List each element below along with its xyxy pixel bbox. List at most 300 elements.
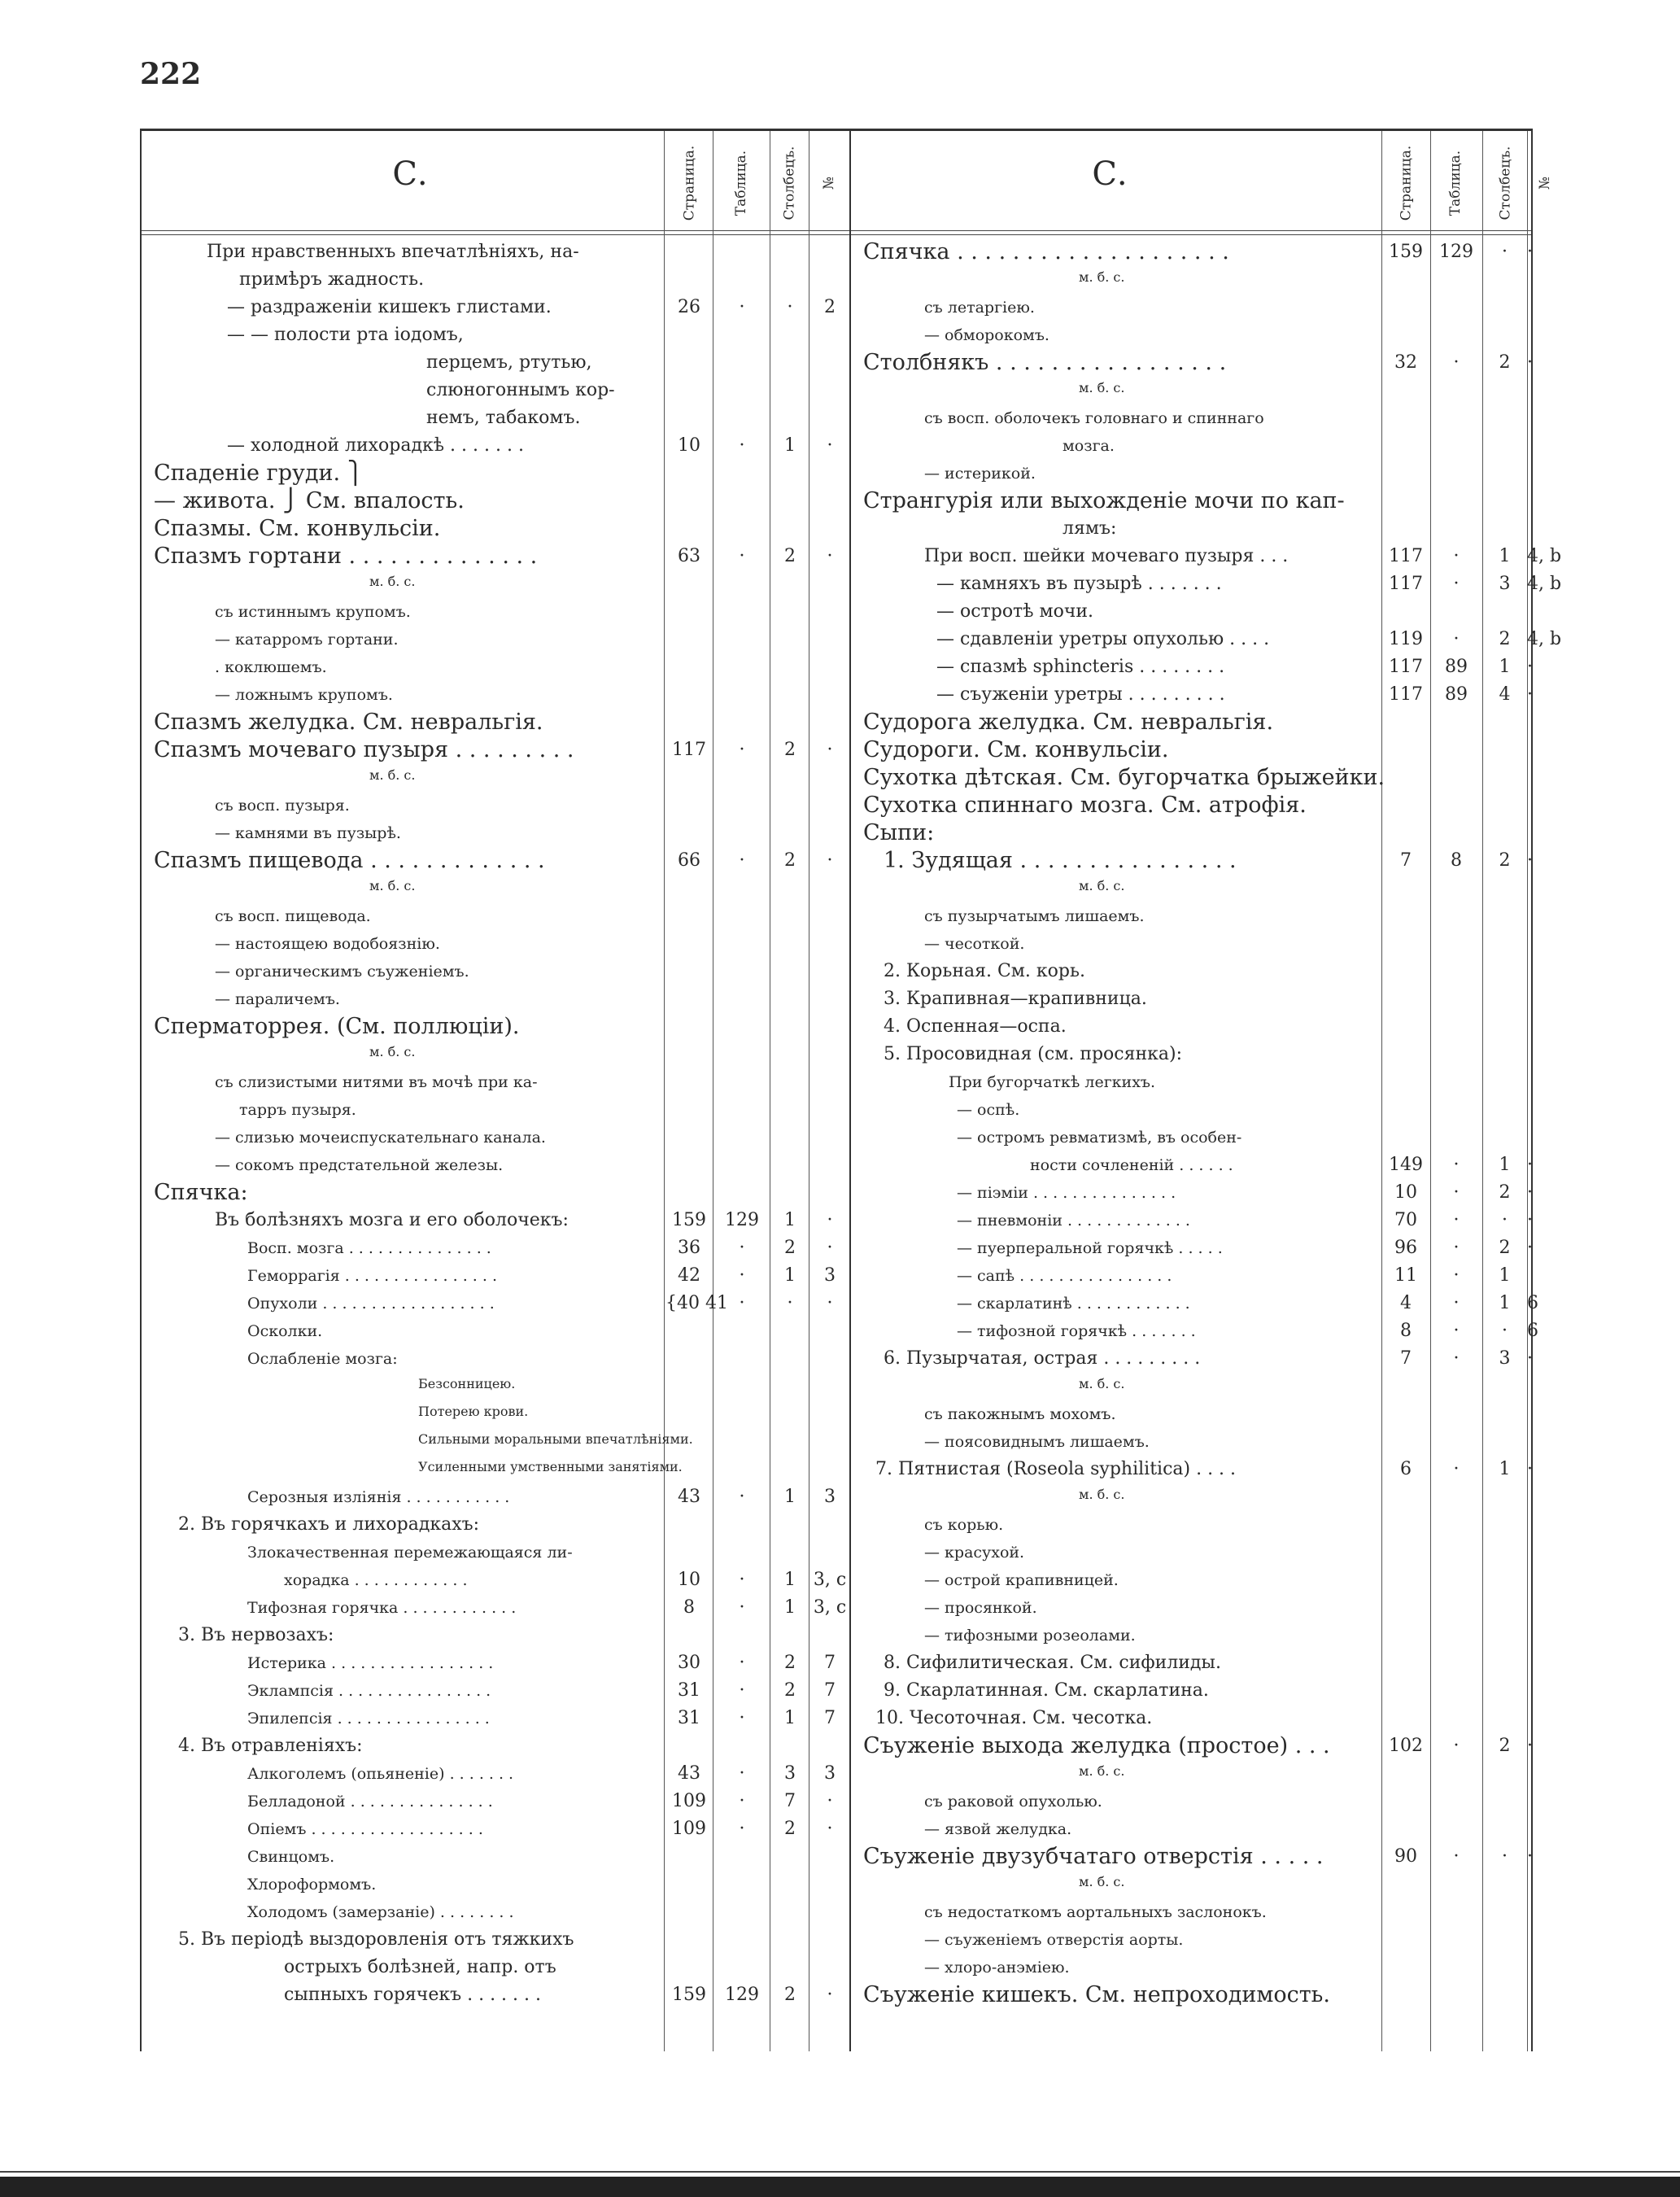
page-ref: {40 41: [665, 1293, 728, 1313]
column-ref: 1: [1499, 1155, 1511, 1175]
page-ref: 117: [1389, 546, 1423, 566]
entry-text: съ летаргіею.: [924, 299, 1035, 317]
entry-text: 9. Скарлатинная. См. скарлатина.: [884, 1680, 1209, 1701]
number-ref: 3, c: [813, 1597, 847, 1618]
entry-text: Судорога желудка. См. невральгія.: [863, 710, 1274, 735]
index-entry: [142, 684, 849, 706]
letter-heading: С.: [1092, 155, 1128, 193]
index-entry: [851, 628, 1562, 651]
index-entry: [142, 850, 849, 872]
page-ref: 43: [678, 1487, 700, 1507]
header-rule-double: [142, 234, 1531, 235]
index-entry: [851, 1679, 1529, 1702]
index-entry: [851, 1541, 1529, 1564]
number-ref: 4, b: [1527, 546, 1562, 566]
entry-text: При нравственныхъ впечатлѣніяхъ, на-: [207, 242, 579, 262]
table-ref: ·: [739, 1597, 745, 1618]
number-ref: 7: [824, 1653, 836, 1673]
col-head-page: Страница.: [1398, 145, 1414, 221]
index-entry: [851, 1071, 1529, 1094]
entry-text: Спазмъ гортани . . . . . . . . . . . . . .: [154, 544, 538, 569]
table-ref: ·: [1453, 1846, 1460, 1867]
table-ref: 89: [1445, 684, 1468, 705]
index-entry: [142, 628, 849, 651]
index-entry: [142, 1652, 849, 1675]
entry-text: При бугорчаткѣ легкихъ.: [949, 1073, 1156, 1091]
entry-text: м. б. с.: [1079, 878, 1125, 893]
table-ref: ·: [739, 850, 745, 871]
entry-text: — истерикой.: [924, 465, 1036, 483]
index-entry: [142, 241, 849, 264]
index-entry: [142, 739, 849, 762]
index-entry: [851, 1486, 1529, 1509]
number-ref: 3: [824, 1487, 836, 1507]
page-ref: 102: [1389, 1736, 1423, 1756]
index-entry: [851, 933, 1529, 955]
index-entry: [851, 1347, 1533, 1370]
entry-text: — ложнымъ крупомъ.: [215, 686, 393, 704]
table-ref: ·: [739, 435, 745, 456]
index-entry: [851, 435, 1529, 457]
entry-text: Эпилепсія . . . . . . . . . . . . . . . .: [247, 1710, 490, 1727]
column-ref: 3: [1499, 574, 1511, 594]
index-entry: [142, 1154, 849, 1177]
entry-text: Холодомъ (замерзаніе) . . . . . . . .: [247, 1903, 514, 1921]
page-ref: 30: [678, 1653, 700, 1673]
table-ref: ·: [739, 297, 745, 317]
number-ref: ·: [827, 1819, 833, 1839]
index-entry: [851, 1707, 1529, 1730]
entry-text: Серозныя изліянія . . . . . . . . . . .: [247, 1488, 510, 1506]
index-entry: [142, 601, 849, 623]
entry-text: Спазмъ мочеваго пузыря . . . . . . . . .: [154, 737, 574, 762]
entry-text: м. б. с.: [1079, 1763, 1125, 1779]
entry-text: — — полости рта іодомъ,: [227, 325, 464, 345]
entry-text: 4. Оспенная—оспа.: [884, 1016, 1067, 1037]
index-entry: [142, 545, 849, 568]
page-ref: 31: [678, 1708, 700, 1728]
index-entry: [142, 1458, 849, 1481]
index-entry: [142, 379, 849, 402]
number-ref: ·: [1527, 1155, 1533, 1175]
page-ref: 109: [672, 1819, 706, 1839]
entry-text: слюногоннымъ кор-: [426, 380, 615, 400]
column-ref: 1: [784, 1597, 796, 1618]
number-ref: ·: [827, 1210, 833, 1230]
index-entry: [851, 1652, 1529, 1675]
index-entry: [142, 1347, 849, 1370]
index-entry: [851, 1403, 1529, 1426]
column-ref: 1: [1499, 657, 1511, 677]
table-ref: ·: [739, 1819, 745, 1839]
entry-text: м. б. с.: [369, 1044, 416, 1059]
number-ref: ·: [827, 1985, 833, 2005]
number-ref: ·: [1527, 1348, 1533, 1369]
column-ref: 2: [1499, 1238, 1511, 1258]
column-ref: 1: [784, 1265, 796, 1286]
page-ref: 149: [1389, 1155, 1423, 1175]
entry-text: 4. Въ отравленіяхъ:: [178, 1736, 363, 1756]
number-ref: ·: [827, 546, 833, 566]
entry-text: Сильными моральными впечатлѣніями.: [418, 1431, 693, 1447]
index-entry: [142, 324, 849, 347]
entry-text: 5. Въ періодѣ выздоровленія отъ тяжкихъ: [178, 1929, 574, 1950]
number-ref: 4, b: [1527, 629, 1562, 649]
number-ref: ·: [1527, 1736, 1533, 1756]
column-ref: 2: [1499, 629, 1511, 649]
entry-text: Опіемъ . . . . . . . . . . . . . . . . . .: [247, 1820, 483, 1838]
index-entry: [851, 350, 1533, 375]
entry-text: перцемъ, ртутью,: [426, 352, 592, 373]
entry-text: — чесоткой.: [924, 935, 1025, 953]
index-entry: [142, 1679, 849, 1702]
entry-text: Сперматоррея. (См. поллюціи).: [154, 1014, 520, 1039]
entry-text: м. б. с.: [1079, 1874, 1125, 1889]
index-entry: [851, 1264, 1529, 1287]
index-entry: [142, 1790, 849, 1813]
number-ref: ·: [1527, 850, 1533, 871]
index-entry: [142, 1624, 849, 1647]
index-entry: [142, 407, 849, 430]
entry-text: съ корью.: [924, 1516, 1004, 1534]
entry-text: — пневмоніи . . . . . . . . . . . . .: [957, 1212, 1190, 1230]
index-table: [140, 129, 1562, 2051]
table-ref: 129: [1439, 242, 1473, 262]
entry-text: — сокомъ предстательной железы.: [215, 1156, 504, 1174]
index-entry: [851, 1844, 1533, 1869]
entry-text: съ восп. оболочекъ головнаго и спиннаго: [924, 409, 1264, 427]
letter-heading: С.: [392, 155, 428, 193]
column-ref: ·: [1502, 1846, 1508, 1867]
entry-text: — съуженіи уретры . . . . . . . . .: [936, 684, 1225, 705]
entry-text: съ недостаткомъ аортальныхъ заслонокъ.: [924, 1903, 1267, 1921]
index-entry: [851, 1928, 1529, 1951]
page-ref: 26: [678, 297, 700, 317]
number-ref: ·: [827, 1791, 833, 1811]
entry-text: — язвой желудка.: [924, 1820, 1072, 1838]
index-entry: [142, 1098, 849, 1121]
index-entry: [851, 1624, 1529, 1647]
entry-text: м. б. с.: [369, 878, 416, 893]
page-ref: 159: [672, 1985, 706, 2005]
index-entry: [851, 1016, 1529, 1038]
entry-text: 7. Пятнистая (Roseola syphilitica) . . . .: [875, 1459, 1237, 1479]
index-entry: [142, 1541, 849, 1564]
entry-text: 1. Зудящая . . . . . . . . . . . . . . . .: [884, 848, 1237, 873]
page-ref: 90: [1394, 1846, 1417, 1867]
column-ref: 2: [1499, 850, 1511, 871]
page-ref: 66: [678, 850, 700, 871]
table-ref: ·: [1453, 1293, 1460, 1313]
entry-text: — камнями въ пузырѣ.: [215, 824, 401, 842]
entry-text: — остротѣ мочи.: [936, 601, 1094, 622]
entry-text: — живота. ⎭ См. впалость.: [154, 488, 465, 513]
entry-text: — тифозной горячкѣ . . . . . . .: [957, 1322, 1196, 1340]
header-rule: [142, 230, 1531, 231]
column-ref: 2: [784, 1238, 796, 1258]
col-head-column: Столбецъ.: [781, 146, 797, 221]
index-entry: [142, 1513, 849, 1536]
table-ref: ·: [1453, 1155, 1460, 1175]
index-entry: [851, 1181, 1533, 1204]
index-entry: [142, 1762, 849, 1785]
table-ref: 89: [1445, 657, 1468, 677]
entry-text: съ раковой опухолью.: [924, 1793, 1102, 1810]
page-ref: 117: [1389, 574, 1423, 594]
table-ref: ·: [1453, 1238, 1460, 1258]
entry-text: 3. Крапивная—крапивница.: [884, 989, 1147, 1009]
column-ref: 3: [784, 1763, 796, 1784]
entry-text: — тифозными розеолами.: [924, 1627, 1136, 1644]
entry-text: — слизью мочеиспускательнаго канала.: [215, 1129, 546, 1147]
table-ref: ·: [1453, 574, 1460, 594]
index-entry: [851, 573, 1562, 596]
index-entry: [851, 739, 1529, 762]
entry-text: Безсонницею.: [418, 1376, 516, 1391]
index-entry: [142, 988, 849, 1011]
index-entry: [142, 1016, 849, 1038]
table-ref: ·: [1453, 1210, 1460, 1230]
table-ref: ·: [739, 1791, 745, 1811]
entry-text: — обморокомъ.: [924, 326, 1049, 344]
index-entry: [142, 1956, 849, 1979]
index-entry: [142, 1873, 849, 1896]
index-entry: [142, 1430, 849, 1453]
entry-text: Восп. мозга . . . . . . . . . . . . . . .: [247, 1239, 491, 1257]
entry-text: Алкоголемъ (опьяненіе) . . . . . . .: [247, 1765, 514, 1783]
entry-text: Сыпи:: [863, 820, 935, 845]
table-ref: ·: [1453, 1265, 1460, 1286]
index-entry: [142, 352, 849, 374]
column-ref: 2: [784, 1819, 796, 1839]
entry-text: м. б. с.: [369, 574, 416, 589]
page-ref: 109: [672, 1791, 706, 1811]
page-ref: 63: [678, 546, 700, 566]
index-entry: [851, 1956, 1529, 1979]
number-ref: 3, c: [813, 1570, 847, 1590]
column-ref: 1: [1499, 1459, 1511, 1479]
number-ref: 3: [824, 1265, 836, 1286]
table-ref: ·: [739, 1293, 745, 1313]
page-ref: 70: [1394, 1210, 1417, 1230]
column-ref: 2: [1499, 1736, 1511, 1756]
index-entry: [142, 1845, 849, 1868]
column-ref: 1: [1499, 1265, 1511, 1286]
entry-text: Осколки.: [247, 1322, 323, 1340]
entry-text: 6. Пузырчатая, острая . . . . . . . . .: [884, 1348, 1201, 1369]
column-ref: 2: [784, 546, 796, 566]
index-entry: [851, 1818, 1529, 1841]
entry-text: Странгурія или выхожденіе мочи по кап-: [863, 488, 1345, 513]
number-ref: 7: [824, 1680, 836, 1701]
entry-text: Судороги. См. конвульсіи.: [863, 737, 1169, 762]
bottom-rule: [0, 2171, 1680, 2173]
entry-text: — холодной лихорадкѣ . . . . . . .: [227, 435, 524, 456]
column-ref: ·: [1502, 242, 1508, 262]
col-head-no: №: [821, 176, 837, 190]
entry-text: 8. Сифилитическая. См. сифилиды.: [884, 1653, 1221, 1673]
page-ref: 8: [683, 1597, 695, 1618]
page-ref: 96: [1394, 1238, 1417, 1258]
index-entry: [142, 1071, 849, 1094]
table-ref: ·: [1453, 1182, 1460, 1203]
index-entry: [851, 1430, 1529, 1453]
number-ref: 3: [824, 1763, 836, 1784]
entry-text: — скарлатинѣ . . . . . . . . . . . .: [957, 1295, 1190, 1313]
entry-text: 3. Въ нервозахъ:: [178, 1625, 334, 1645]
entry-text: — параличемъ.: [215, 990, 340, 1008]
column-ref: 2: [784, 1985, 796, 2005]
number-ref: ·: [1527, 1238, 1533, 1258]
index-entry: [851, 1209, 1533, 1232]
index-entry: [142, 435, 849, 457]
table-ref: ·: [739, 1487, 745, 1507]
column-ref: 2: [784, 1653, 796, 1673]
number-ref: 2: [824, 297, 836, 317]
index-entry: [142, 1403, 849, 1426]
index-entry: [851, 794, 1529, 817]
index-entry: [142, 905, 849, 928]
index-entry: [142, 960, 849, 983]
entry-text: — пуерперальной горячкѣ . . . . .: [957, 1239, 1223, 1257]
col-head-table: Таблица.: [1447, 150, 1464, 216]
index-entry: [851, 601, 1529, 623]
page-ref: 119: [1389, 629, 1423, 649]
table-ref: ·: [1453, 352, 1460, 373]
table-ref: ·: [739, 546, 745, 566]
index-entry: [851, 848, 1533, 873]
entry-text: лямъ:: [1063, 518, 1117, 539]
index-entry: [851, 1762, 1529, 1785]
entry-text: съ восп. пузыря.: [215, 797, 350, 815]
table-ref: ·: [739, 740, 745, 760]
index-entry: [851, 1043, 1529, 1066]
table-ref: ·: [1453, 1736, 1460, 1756]
index-entry: [851, 1126, 1529, 1149]
index-entry: [142, 1209, 849, 1232]
index-entry: [142, 1901, 849, 1924]
table-ref: ·: [739, 1680, 745, 1701]
index-entry: [142, 1237, 849, 1260]
page-number: 222: [140, 57, 202, 91]
index-entry: [851, 1458, 1533, 1481]
index-entry: [142, 269, 849, 291]
entry-text: сыпныхъ горячекъ . . . . . . .: [284, 1985, 542, 2005]
index-entry: [851, 296, 1529, 319]
page-ref: 159: [672, 1210, 706, 1230]
entry-text: Спячка:: [154, 1180, 248, 1205]
entry-text: — сдавленіи уретры опухолью . . . .: [936, 629, 1270, 649]
column-ref: ·: [787, 1293, 793, 1313]
index-entry: [851, 960, 1529, 983]
entry-text: Злокачественная перемежающаяся ли-: [247, 1544, 573, 1561]
page-ref: 117: [1389, 657, 1423, 677]
entry-text: мозга.: [1063, 437, 1115, 455]
entry-text: — сапѣ . . . . . . . . . . . . . . . .: [957, 1267, 1172, 1285]
column-ref: 3: [1499, 1348, 1511, 1369]
index-entry: [851, 1292, 1538, 1315]
number-ref: 4, b: [1527, 574, 1562, 594]
col-head-table: Таблица.: [733, 150, 749, 216]
index-entry: [142, 656, 849, 679]
index-entry: [851, 1873, 1529, 1896]
entry-text: Эклампсія . . . . . . . . . . . . . . . .: [247, 1682, 491, 1700]
page-ref: 10: [678, 435, 700, 456]
entry-text: ности сочлененій . . . . . .: [1030, 1156, 1233, 1174]
index-entry: [142, 1375, 849, 1398]
number-ref: 7: [824, 1708, 836, 1728]
entry-text: Хлороформомъ.: [247, 1876, 377, 1893]
entry-text: Спаденіе груди. ⎫: [154, 461, 364, 486]
index-entry: [142, 1181, 849, 1204]
entry-text: — остромъ ревматизмѣ, въ особен-: [957, 1129, 1242, 1147]
index-entry: [851, 490, 1529, 513]
entry-text: — оспѣ.: [957, 1101, 1020, 1119]
entry-text: Истерика . . . . . . . . . . . . . . . . .: [247, 1654, 494, 1672]
index-entry: [851, 1569, 1529, 1592]
number-ref: ·: [1527, 1210, 1533, 1230]
index-entry: [851, 988, 1529, 1011]
number-ref: ·: [827, 435, 833, 456]
table-ref: ·: [739, 1238, 745, 1258]
index-entry: [851, 1098, 1529, 1121]
bottom-scan-edge: [0, 2177, 1680, 2197]
entry-text: — поясовиднымъ лишаемъ.: [924, 1433, 1150, 1451]
page-ref: 43: [678, 1763, 700, 1784]
entry-text: Спазмъ пищевода . . . . . . . . . . . . .: [154, 848, 545, 873]
entry-text: съ пузырчатымъ лишаемъ.: [924, 907, 1145, 925]
table-ref: ·: [1453, 1459, 1460, 1479]
entry-text: съ восп. пищевода.: [215, 907, 371, 925]
index-entry: [851, 1733, 1533, 1758]
table-ref: ·: [739, 1653, 745, 1673]
index-entry: [851, 767, 1529, 789]
index-entry: [142, 462, 849, 485]
page-ref: 11: [1394, 1265, 1417, 1286]
entry-text: Белладоной . . . . . . . . . . . . . . .: [247, 1793, 493, 1810]
page-ref: 42: [678, 1265, 700, 1286]
index-entry: [142, 1486, 849, 1509]
page-ref: 10: [1394, 1182, 1417, 1203]
entry-text: острыхъ болѣзней, напр. отъ: [284, 1957, 556, 1977]
number-ref: ·: [827, 1293, 833, 1313]
index-entry: [851, 1154, 1533, 1177]
entry-text: . коклюшемъ.: [215, 658, 327, 676]
index-entry: [142, 1707, 849, 1730]
entry-text: Спячка . . . . . . . . . . . . . . . . . . . .: [863, 239, 1229, 264]
column-ref: ·: [787, 297, 793, 317]
index-entry: [142, 1264, 849, 1287]
index-entry: [851, 518, 1529, 540]
page-ref: 10: [678, 1570, 700, 1590]
entry-text: съ пакожнымъ мохомъ.: [924, 1405, 1116, 1423]
table-ref: ·: [739, 1265, 745, 1286]
entry-text: — раздраженіи кишекъ глистами.: [227, 297, 552, 317]
index-entry: [142, 1320, 849, 1343]
number-ref: ·: [1527, 1846, 1533, 1867]
number-ref: ·: [827, 1238, 833, 1258]
index-entry: [851, 905, 1529, 928]
entry-text: съ истиннымъ крупомъ.: [215, 603, 411, 621]
index-entry: [142, 877, 849, 900]
index-entry: [142, 1984, 849, 2007]
entry-text: Спазмъ желудка. См. невральгія.: [154, 710, 543, 735]
index-entry: [851, 545, 1562, 568]
page-ref: 4: [1400, 1293, 1412, 1313]
index-entry: [142, 767, 849, 789]
entry-text: 2. Корьная. См. корь.: [884, 961, 1085, 981]
entry-text: Геморрагія . . . . . . . . . . . . . . . .: [247, 1267, 497, 1285]
